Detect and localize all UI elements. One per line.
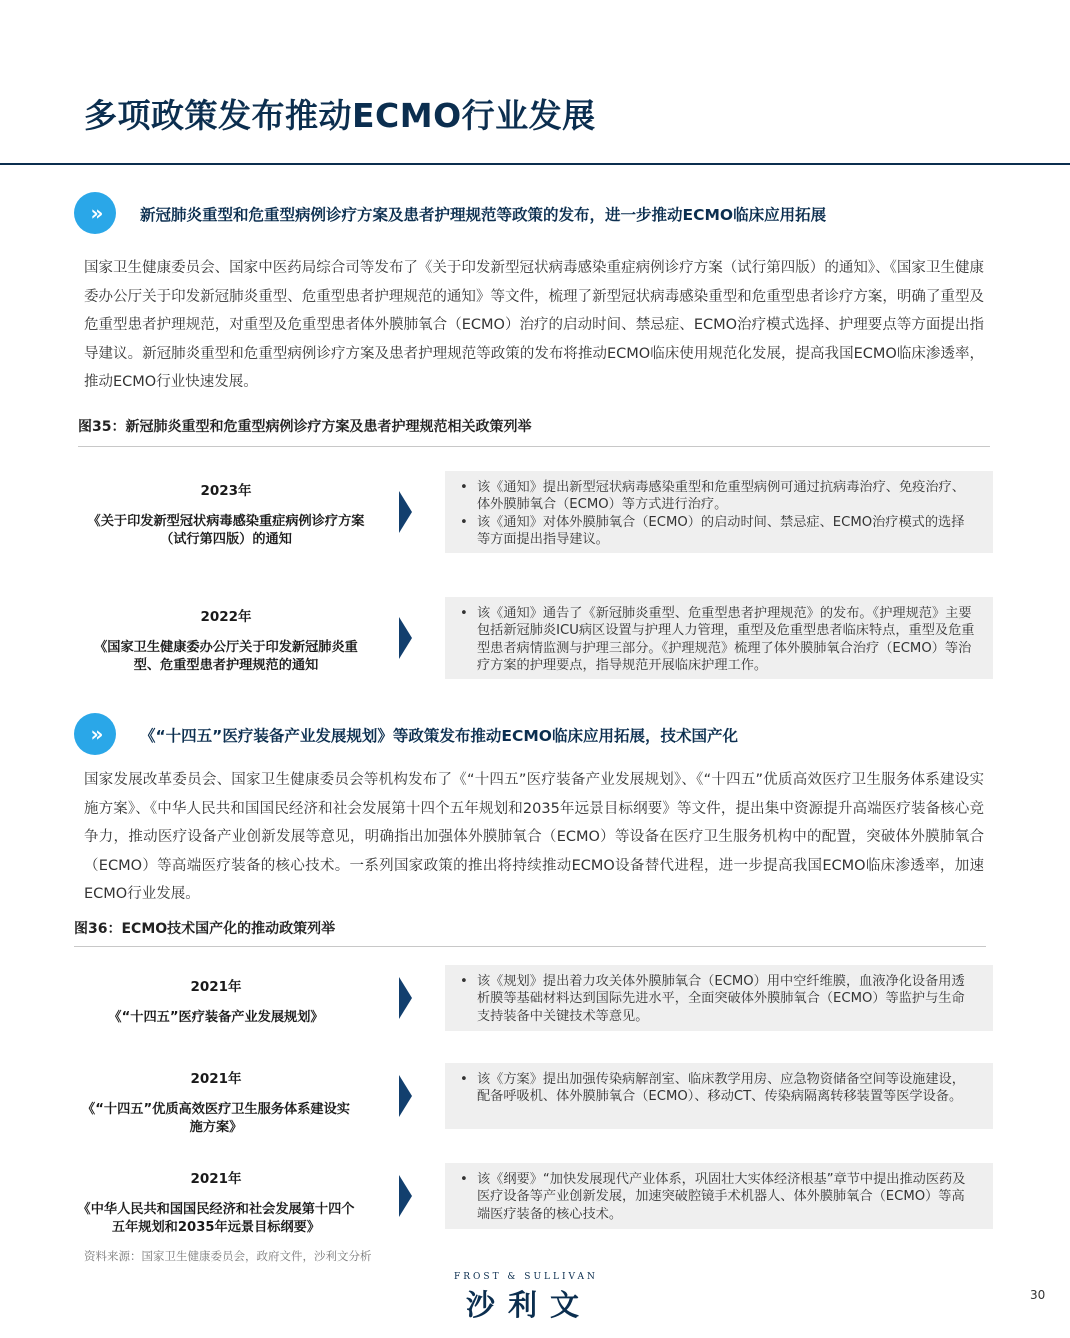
policy-bullet: • 该《方案》提出加强传染病解剖室、临床教学用房、应急物资储备空间等设施建设，配备呼吸机、体外膜肺氧合（ECMO）、移动CT、传染病隔离转移装置等医学设备。 <box>457 1071 977 1106</box>
policy-document-title: 《国家卫生健康委办公厅关于印发新冠肺炎重型、危重型患者护理规范的通知 <box>94 640 358 673</box>
policy-document-title: 《中华人民共和国国民经济和社会发展第十四个五年规划和2035年远景目标纲要》 <box>77 1202 355 1235</box>
policy-bullet: • 该《通知》通告了《新冠肺炎重型、危重型患者护理规范》的发布。《护理规范》主要包括新冠肺炎ICU病区设置与护理人力管理，重型及危重型患者临床特点，重型及危重型患者病情监测与护理三部分。《护理规范》梳理了体外膜肺氧合治疗（ECMO）等治疗方案的护理要点，指导规范开展临床护理工作。 <box>457 605 977 675</box>
policy-bullet: • 该《规划》提出着力攻关体外膜肺氧合（ECMO）用中空纤维膜，血液净化设备用透析膜等基础材料达到国际先进水平，全面突破体外膜肺氧合（ECMO）等监护与生命支持装备中关键技术等意见。 <box>457 973 977 1025</box>
policy-year: 2022年 <box>200 609 252 625</box>
policy-detail-box <box>445 1063 993 1129</box>
brand-logo-chinese: 沙利文 <box>466 1288 593 1322</box>
source-note: 资料来源：国家卫生健康委员会，政府文件，沙利文分析 <box>84 1249 372 1263</box>
policy-year: 2023年 <box>200 483 252 499</box>
policy-year: 2021年 <box>190 1071 242 1087</box>
figure-divider-35 <box>78 446 990 447</box>
policy-year: 2021年 <box>190 979 242 995</box>
policy-left <box>76 975 356 1027</box>
policy-row <box>82 1063 996 1135</box>
chevron-right-icon <box>399 1075 412 1117</box>
policy-row <box>86 597 996 679</box>
figure-divider-36 <box>74 946 986 947</box>
policy-detail-box <box>445 597 993 679</box>
policy-bullet: • 该《纲要》“加快发展现代产业体系，巩固壮大实体经济根基”章节中提出推动医药及医疗设备等产业创新发展，加速突破腔镜手术机器人、体外膜肺氧合（ECMO）等高端医疗装备的核心技术。 <box>457 1171 977 1223</box>
policy-document-title: 《“十四五”医疗装备产业发展规划》 <box>108 1010 324 1025</box>
policy-detail-box <box>445 471 993 553</box>
chevron-right-icon <box>399 617 412 659</box>
policy-left <box>86 479 366 549</box>
policy-detail-box <box>445 1163 993 1229</box>
chevrons-right-icon: » <box>74 713 116 755</box>
policy-row <box>86 965 996 1031</box>
policy-bullet: • 该《通知》对体外膜肺氧合（ECMO）的启动时间、禁忌症、ECMO治疗模式的选择等方面提出指导建议。 <box>457 514 977 549</box>
policy-detail-box <box>445 965 993 1031</box>
policy-document-title: 《“十四五”优质高效医疗卫生服务体系建设实施方案》 <box>82 1102 350 1135</box>
figure-caption-35: 图35：新冠肺炎重型和危重型病例诊疗方案及患者护理规范相关政策列举 <box>78 419 532 435</box>
figure-caption-36: 图36：ECMO技术国产化的推动政策列举 <box>74 921 336 937</box>
chevron-right-icon <box>399 977 412 1019</box>
chevrons-right-icon: » <box>74 192 116 234</box>
policy-row <box>86 471 996 553</box>
policy-year: 2021年 <box>190 1171 242 1187</box>
section-title-2: 《“十四五”医疗装备产业发展规划》等政策发布推动ECMO临床应用拓展，技术国产化 <box>140 727 738 745</box>
policy-left <box>76 1167 356 1237</box>
policy-left <box>86 605 366 675</box>
policy-row <box>77 1163 996 1235</box>
brand-logo-english: FROST & SULLIVAN <box>454 1272 598 1282</box>
chevron-right-icon <box>399 491 412 533</box>
page-number: 30 <box>1030 1288 1046 1302</box>
section-paragraph-1: 国家卫生健康委员会、国家中医药局综合司等发布了《关于印发新型冠状病毒感染重症病例诊疗方案（试行第四版）的通知》、《国家卫生健康委办公厅关于印发新冠肺炎重型、危重型患者护理规范的通知》等文件，梳理了新型冠状病毒感染重型和危重型患者诊疗方案，明确了重型及危重型患者护理规范，对重型及危重型患者体外膜肺氧合（ECMO）治疗的启动时间、禁忌症、ECMO治疗模式选择、护理要点等方面提出指导建议。新冠肺炎重型和危重型病例诊疗方案及患者护理规范等政策的发布将推动ECMO临床使用规范化发展，提高我国ECMO临床渗透率，推动ECMO行业快速发展。 <box>84 260 984 391</box>
policy-left <box>76 1067 356 1137</box>
page-title: 多项政策发布推动ECMO行业发展 <box>84 96 596 135</box>
section-header-2 <box>74 713 1034 757</box>
title-divider <box>0 163 1070 165</box>
section-header-1 <box>74 192 1034 236</box>
section-title-1: 新冠肺炎重型和危重型病例诊疗方案及患者护理规范等政策的发布，进一步推动ECMO临床应用拓展 <box>140 206 827 224</box>
section-paragraph-2: 国家发展改革委员会、国家卫生健康委员会等机构发布了《“十四五”医疗装备产业发展规划》、《“十四五”优质高效医疗卫生服务体系建设实施方案》、《中华人民共和国国民经济和社会发展第十四个五年规划和2035年远景目标纲要》等文件，提出集中资源提升高端医疗装备核心竞争力，推动医疗设备产业创新发展等意见，明确指出加强体外膜肺氧合（ECMO）等设备在医疗卫生服务机构中的配置，突破体外膜肺氧合（ECMO）等高端医疗装备的核心技术。一系列国家政策的推出将持续推动ECMO设备替代进程，进一步提高我国ECMO临床渗透率，加速ECMO行业发展。 <box>84 772 984 903</box>
policy-document-title: 《关于印发新型冠状病毒感染重症病例诊疗方案（试行第四版）的通知 <box>87 514 365 547</box>
chevron-right-icon <box>399 1175 412 1217</box>
policy-bullet: • 该《通知》提出新型冠状病毒感染重型和危重型病例可通过抗病毒治疗、免疫治疗、体外膜肺氧合（ECMO）等方式进行治疗。 <box>457 479 977 514</box>
